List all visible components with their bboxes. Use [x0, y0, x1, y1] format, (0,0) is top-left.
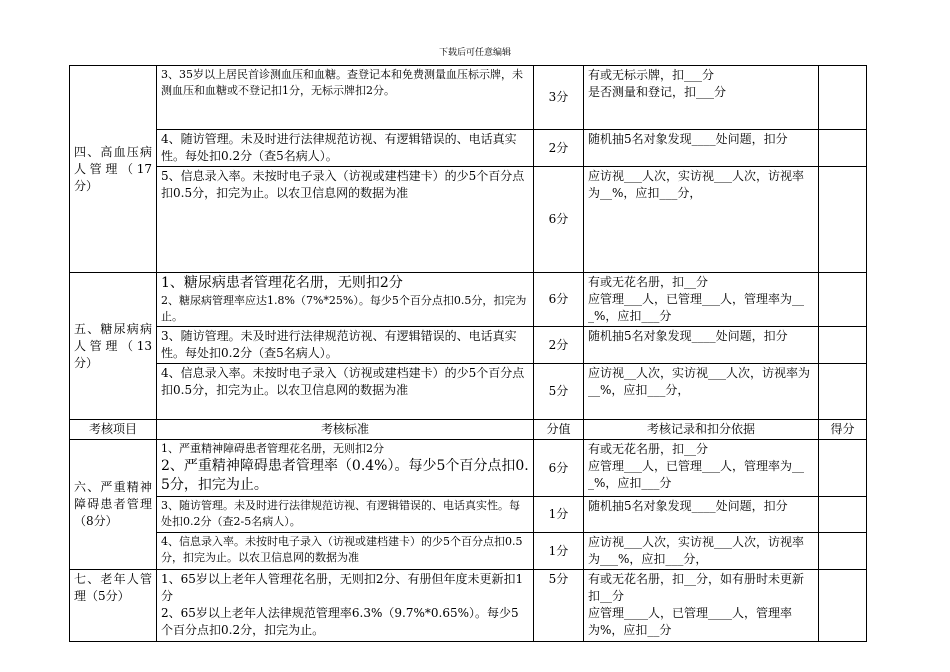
criteria-cell: [157, 570, 534, 642]
record-text: 随机抽5名对象发现____处问题，扣分: [588, 499, 788, 513]
score-cell: 5分: [534, 570, 584, 642]
table-header-row: [70, 420, 867, 440]
table-row: [70, 440, 867, 497]
header-criteria: 考核标准: [157, 420, 534, 440]
header-score: 分值: [534, 420, 584, 440]
points-cell: [819, 130, 867, 167]
criteria-text: 4、信息录入率。未按时电子录入（访视或建档建卡）的少5个百分点扣0.5分，扣完为止。以农卫信息网的数据为准: [161, 535, 523, 564]
score-cell: 1分: [534, 533, 584, 570]
criteria-cell: [157, 327, 534, 364]
points-cell: [819, 497, 867, 533]
record-text: 应访视__人次，实访视___人次，访视率为__%，应扣___分，: [588, 366, 811, 397]
score-cell: 2分: [534, 130, 584, 167]
record-text: 应访视___人次，实访视___人次，访视率为___%，应扣___分，: [588, 535, 805, 566]
section-title: 七、老年人管理（5分）: [70, 570, 157, 642]
criteria-text: 2、65岁以上老年人法律规范管理率6.3%（9.7%*0.65%）。每少5个百分点扣0.2分，扣完为止。: [161, 606, 519, 637]
record-cell: [584, 570, 819, 642]
criteria-text: 1、糖尿病患者管理花名册，无则扣2分: [161, 275, 403, 291]
points-cell: [819, 570, 867, 642]
criteria-cell: [157, 273, 534, 327]
record-cell: [584, 327, 819, 364]
criteria-cell: [157, 364, 534, 420]
record-cell: [584, 364, 819, 420]
section-title: 四、高血压病人管理（17分）: [70, 66, 157, 273]
section-title: 六、严重精神障碍患者管理（8分）: [70, 440, 157, 570]
header-points: 得分: [819, 420, 867, 440]
record-text: 应访视___人次，实访视___人次，访视率为__%，应扣___分，: [588, 169, 805, 200]
record-cell: [584, 66, 819, 130]
criteria-text: 1、严重精神障碍患者管理花名册，无则扣2分: [161, 442, 384, 455]
record-cell: [584, 273, 819, 327]
points-cell: [819, 533, 867, 570]
criteria-text: 5、信息录入率。未按时电子录入（访视或建档建卡）的少5个百分点扣0.5分，扣完为止。以农卫信息网的数据为准: [161, 169, 525, 200]
points-cell: [819, 273, 867, 327]
table-row: [70, 273, 867, 327]
points-cell: [819, 364, 867, 420]
criteria-cell: [157, 440, 534, 497]
section-title: 五、糖尿病病人管理（13分）: [70, 273, 157, 420]
score-cell: 6分: [534, 273, 584, 327]
table-row: [70, 167, 867, 273]
record-cell: [584, 533, 819, 570]
criteria-text: 2、严重精神障碍患者管理率（0.4%）。每少5个百分点扣0.5分，扣完为止。: [161, 458, 529, 493]
points-cell: [819, 66, 867, 130]
record-cell: [584, 130, 819, 167]
points-cell: [819, 327, 867, 364]
score-cell: 3分: [534, 66, 584, 130]
record-text: 是否测量和登记，扣___分: [588, 85, 727, 99]
score-cell: 5分: [534, 364, 584, 420]
score-cell: 6分: [534, 167, 584, 273]
header-record: 考核记录和扣分依据: [584, 420, 819, 440]
record-text: 随机抽5名对象发现____处问题，扣分: [588, 329, 788, 343]
table-row: [70, 364, 867, 420]
page-note: 下载后可任意编辑: [438, 48, 511, 58]
record-text: 随机抽5名对象发现____处问题，扣分: [588, 132, 788, 146]
table-row: [70, 533, 867, 570]
table-row: [70, 130, 867, 167]
criteria-cell: [157, 66, 534, 130]
criteria-cell: [157, 167, 534, 273]
criteria-text: 2、糖尿病管理率应达1.8%（7%*25%）。每少5个百分点扣0.5分，扣完为止。: [161, 294, 527, 323]
points-cell: [819, 167, 867, 273]
criteria-text: 3、随访管理。未及时进行法律规范访视、有逻辑错误的、电话真实性。每处扣0.2分（查2-5名病人）。: [161, 499, 520, 528]
score-cell: 6分: [534, 440, 584, 497]
record-text: 有或无标示牌，扣___分: [588, 68, 715, 82]
record-cell: [584, 497, 819, 533]
criteria-cell: [157, 533, 534, 570]
criteria-text: 1、65岁以上老年人管理花名册，无则扣2分、有册但年度未更新扣1分: [161, 572, 524, 603]
record-cell: [584, 167, 819, 273]
points-cell: [819, 440, 867, 497]
criteria-text: 3、35岁以上居民首诊测血压和血糖。查登记本和免费测量血压标示牌，未测血压和血糖或不登记扣1分，无标示牌扣2分。: [161, 68, 523, 97]
record-cell: [584, 440, 819, 497]
criteria-cell: [157, 130, 534, 167]
record-text: 有或无花名册，扣__分，如有册时未更新扣__分: [588, 572, 805, 603]
table-row: [70, 497, 867, 533]
criteria-text: 4、信息录入率。未按时电子录入（访视或建档建卡）的少5个百分点扣0.5分，扣完为止。以农卫信息网的数据为准: [161, 366, 525, 397]
criteria-text: 3、随访管理。未及时进行法律规范访视、有逻辑错误的、电话真实性。每处扣0.2分（查5名病人）。: [161, 329, 517, 360]
record-text: 应管理___人，已管理___人，管理率为___%，应扣___分: [588, 459, 805, 490]
record-text: 有或无花名册，扣__分: [588, 275, 709, 289]
record-text: 应管理____人，已管理____人，管理率为%，应扣__分: [588, 606, 793, 637]
table-row: [70, 327, 867, 364]
record-text: 有或无花名册，扣__分: [588, 442, 709, 456]
score-cell: 1分: [534, 497, 584, 533]
assessment-table: [69, 65, 867, 642]
header-item: 考核项目: [70, 420, 157, 440]
record-text: 应管理___人，已管理___人，管理率为___%，应扣___分: [588, 292, 805, 323]
table-row: [70, 570, 867, 642]
criteria-cell: [157, 497, 534, 533]
score-cell: 2分: [534, 327, 584, 364]
criteria-text: 4、随访管理。未及时进行法律规范访视、有逻辑错误的、电话真实性。每处扣0.2分（查5名病人）。: [161, 132, 517, 163]
table-row: [70, 66, 867, 130]
